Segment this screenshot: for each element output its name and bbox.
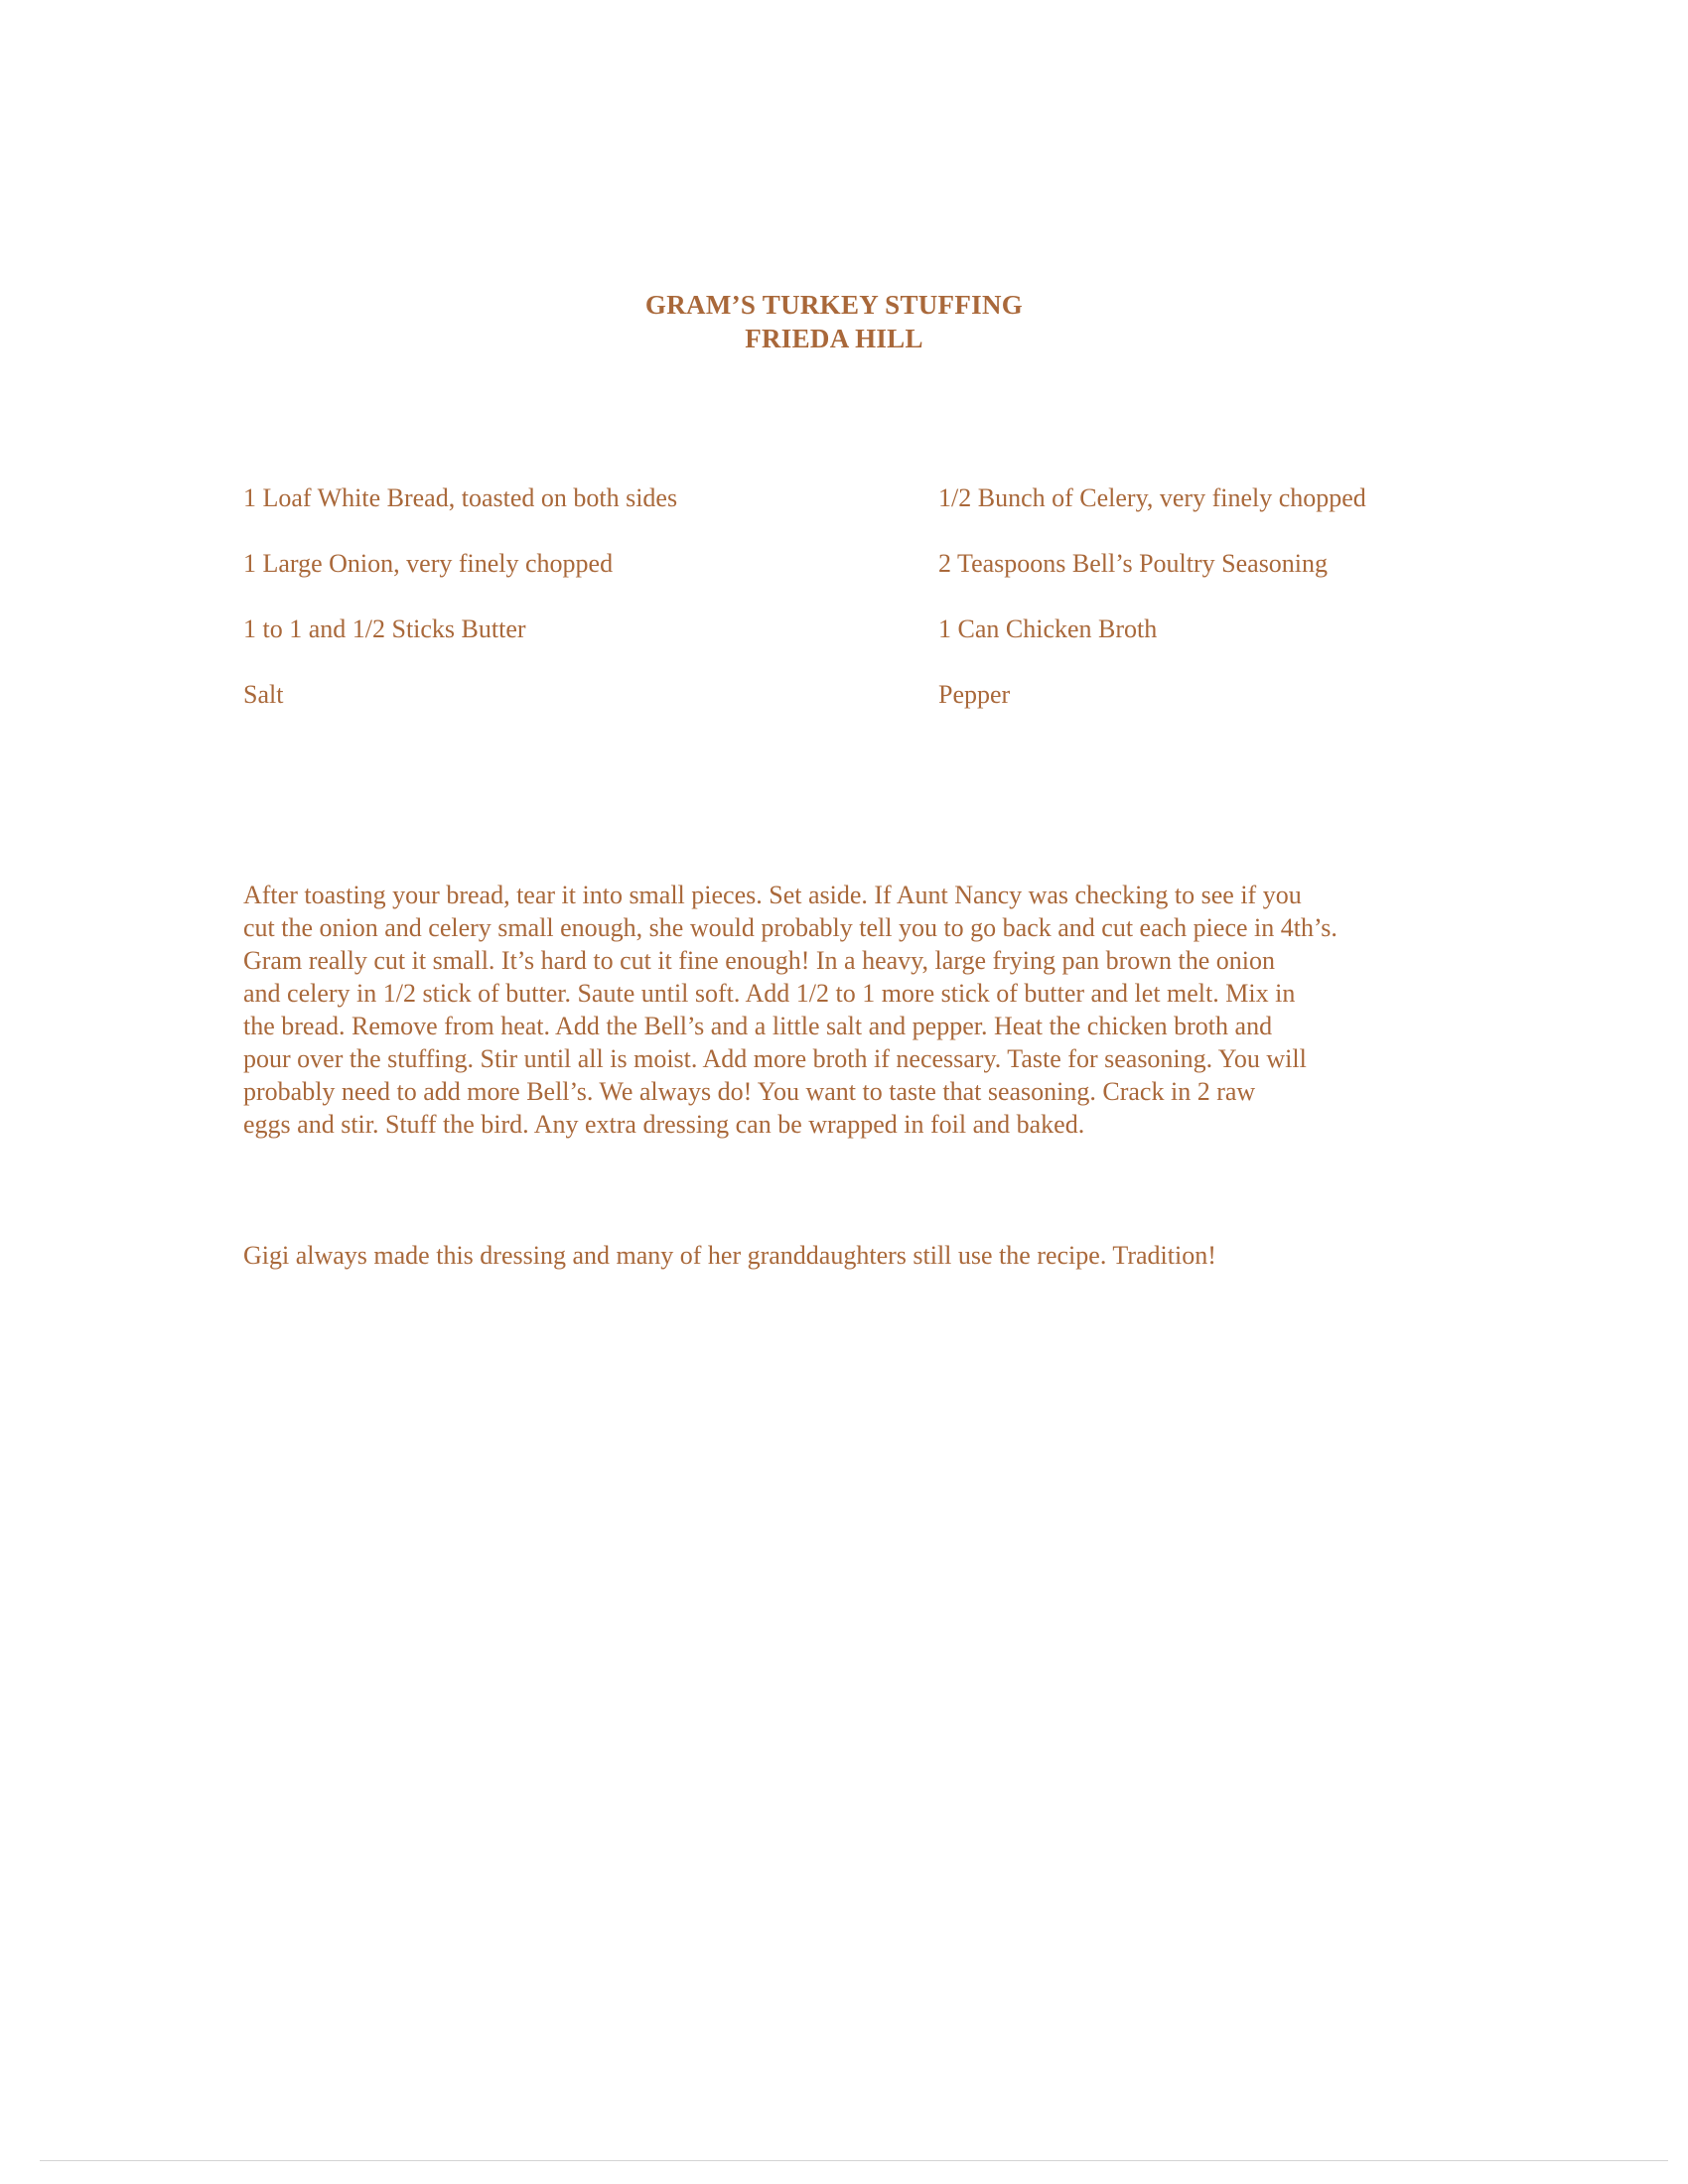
ingredient-item: 1 to 1 and 1/2 Sticks Butter (243, 614, 526, 643)
ingredient-item: 2 Teaspoons Bell’s Poultry Seasoning (938, 549, 1329, 578)
tradition-note: Gigi always made this dressing and many of her granddaughters still use the recipe. Tradition! (243, 1241, 1216, 1270)
ingredient-item: 1 Loaf White Bread, toasted on both sides (243, 483, 678, 512)
ingredient-item: Pepper (938, 680, 1011, 709)
ingredient-row (243, 678, 1465, 744)
title-block (0, 288, 1668, 355)
ingredient-item: 1 Can Chicken Broth (938, 614, 1158, 643)
ingredient-list (243, 481, 1465, 744)
ingredient-item: 1/2 Bunch of Celery, very finely chopped (938, 483, 1366, 512)
instructions-paragraph: After toasting your bread, tear it into small pieces. Set aside. If Aunt Nancy was checking to see if you cut the onion and celery small enough, she would probably tell you to go back and cut each piece in 4th’s. Gram really cut it small. It’s hard to cut it fine enough! In a heavy, large frying pan brown the onion and celery in 1/2 stick of butter. Saute until soft. Add 1/2 to 1 more stick of butter and let melt. Mix in the bread. Remove from heat. Add the Bell’s and a little salt and pepper. Heat the chicken broth and pour over the stuffing. Stir until all is moist. Add more broth if necessary. Taste for seasoning. You will probably need to add more Bell’s. We always do! You want to taste that seasoning. Crack in 2 raw eggs and stir. Stuff the bird. Any extra dressing can be wrapped in foil and baked. (243, 881, 1337, 1139)
recipe-title: GRAM’S TURKEY STUFFING (644, 290, 1024, 320)
ingredient-item: 1 Large Onion, very finely chopped (243, 549, 614, 578)
ingredient-row (243, 547, 1465, 613)
recipe-author: FRIEDA HILL (745, 324, 923, 353)
ingredient-row (243, 481, 1465, 547)
page-bottom-rule (40, 2160, 1668, 2161)
ingredient-row (243, 613, 1465, 678)
ingredient-item: Salt (243, 680, 284, 709)
